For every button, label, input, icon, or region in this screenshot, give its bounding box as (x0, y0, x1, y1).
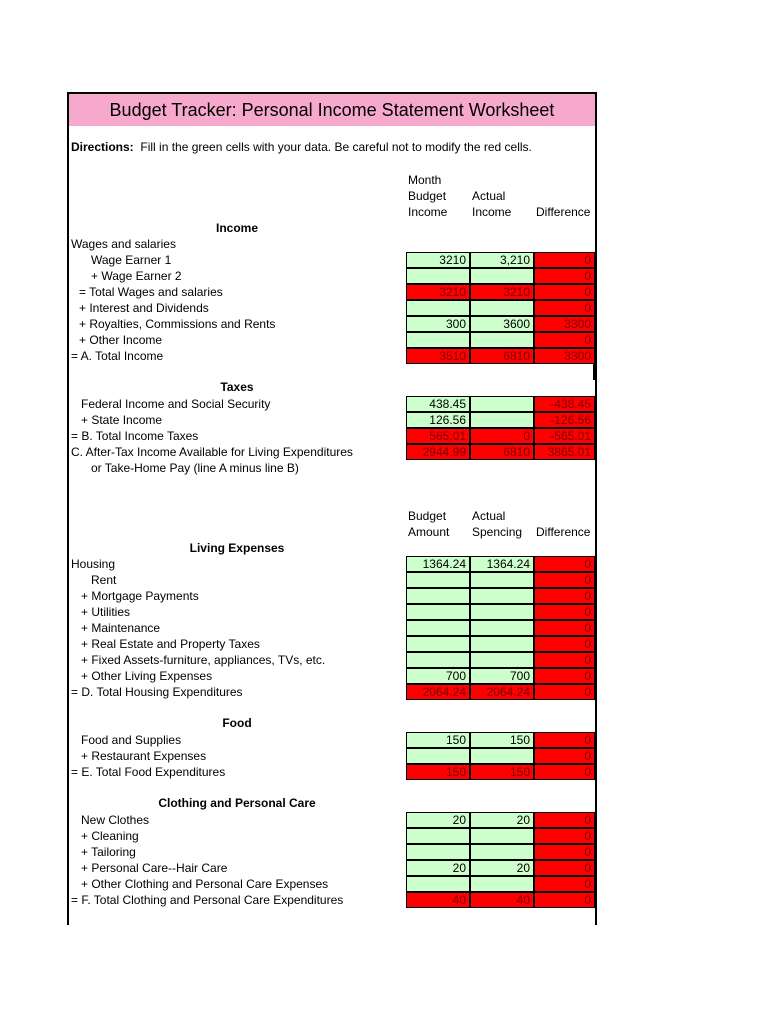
row-label: + Mortgage Payments (81, 589, 199, 603)
input-cell[interactable]: 20 (470, 860, 534, 876)
input-cell[interactable]: 150 (406, 732, 470, 748)
input-cell[interactable] (470, 828, 534, 844)
expense-header-col2 (472, 508, 522, 540)
input-cell[interactable] (470, 572, 534, 588)
locked-cell: 2064.24 (470, 684, 534, 700)
locked-cell: 0 (534, 636, 595, 652)
locked-cell: 3210 (470, 284, 534, 300)
locked-cell: 0 (534, 812, 595, 828)
row-label: = A. Total Income (71, 349, 164, 363)
locked-cell: 0 (534, 668, 595, 684)
locked-cell: 2064.24 (406, 684, 470, 700)
input-cell[interactable] (406, 604, 470, 620)
input-cell[interactable]: 1364.24 (470, 556, 534, 572)
locked-cell: 0 (534, 620, 595, 636)
section-divider (593, 364, 595, 380)
locked-cell: 0 (534, 556, 595, 572)
input-cell[interactable] (406, 332, 470, 348)
input-cell[interactable] (470, 412, 534, 428)
input-cell[interactable] (406, 636, 470, 652)
locked-cell: 3865.01 (534, 444, 595, 460)
row-label: + Tailoring (81, 845, 136, 859)
row-label: + Other Clothing and Personal Care Expenses (81, 877, 329, 891)
row-label: + Other Income (79, 333, 163, 347)
header-line: Amount (408, 525, 450, 539)
income-header-col1 (408, 172, 447, 220)
section-income-title: Income (215, 221, 258, 235)
row-label: = F. Total Clothing and Personal Care Expenditures (71, 893, 344, 907)
row-label: = E. Total Food Expenditures (71, 765, 226, 779)
locked-cell: 0 (534, 748, 595, 764)
locked-cell: 3300 (534, 348, 595, 364)
header-line: Income (472, 205, 512, 219)
locked-cell: 0 (534, 332, 595, 348)
input-cell[interactable]: 700 (470, 668, 534, 684)
input-cell[interactable] (470, 876, 534, 892)
input-cell[interactable] (470, 748, 534, 764)
expense-header-col3: Difference (536, 525, 591, 539)
input-cell[interactable] (406, 844, 470, 860)
locked-cell: 0 (534, 732, 595, 748)
input-cell[interactable]: 20 (406, 860, 470, 876)
locked-cell: 565.01 (406, 428, 470, 444)
locked-cell: 6810 (470, 348, 534, 364)
locked-cell: 0 (534, 268, 595, 284)
worksheet-title: Budget Tracker: Personal Income Statement Worksheet (69, 94, 595, 126)
input-cell[interactable] (406, 588, 470, 604)
header-line: Income (408, 205, 448, 219)
header-line: Actual (472, 189, 506, 203)
row-label: C. After-Tax Income Available for Living Expenditures (71, 445, 353, 459)
row-label: = Total Wages and salaries (79, 285, 223, 299)
row-label: + Restaurant Expenses (81, 749, 207, 763)
input-cell[interactable] (406, 572, 470, 588)
locked-cell: 0 (534, 764, 595, 780)
input-cell[interactable] (470, 844, 534, 860)
locked-cell: 0 (534, 892, 595, 908)
row-label: + Maintenance (81, 621, 161, 635)
locked-cell: 0 (534, 300, 595, 316)
input-cell[interactable]: 3210 (406, 252, 470, 268)
input-cell[interactable] (406, 876, 470, 892)
input-cell[interactable]: 20 (406, 812, 470, 828)
row-label: + Other Living Expenses (81, 669, 213, 683)
locked-cell: 3300 (534, 316, 595, 332)
row-label: + Utilities (81, 605, 131, 619)
input-cell[interactable]: 3600 (470, 316, 534, 332)
row-label: Housing (71, 557, 116, 571)
input-cell[interactable] (406, 828, 470, 844)
row-label: + Personal Care--Hair Care (81, 861, 228, 875)
row-label: New Clothes (81, 813, 150, 827)
input-cell[interactable]: 3,210 (470, 252, 534, 268)
row-label: + Cleaning (81, 829, 139, 843)
row-label: + Royalties, Commissions and Rents (79, 317, 276, 331)
locked-cell: 0 (534, 588, 595, 604)
input-cell[interactable]: 700 (406, 668, 470, 684)
header-line: Month (408, 173, 442, 187)
section-living-title: Living Expenses (189, 541, 285, 555)
header-line: Spencing (472, 525, 523, 539)
income-header-col3: Difference (536, 205, 591, 219)
locked-cell: -438.45 (534, 396, 595, 412)
section-taxes-title: Taxes (220, 380, 254, 394)
input-cell[interactable] (406, 300, 470, 316)
header-line: Budget (408, 189, 447, 203)
locked-cell: -126.56 (534, 412, 595, 428)
locked-cell: 0 (534, 284, 595, 300)
row-label: Food and Supplies (81, 733, 182, 747)
locked-cell: 0 (534, 252, 595, 268)
row-label: = D. Total Housing Expenditures (71, 685, 243, 699)
locked-cell: 40 (406, 892, 470, 908)
row-label: Rent (91, 573, 117, 587)
input-cell[interactable] (470, 636, 534, 652)
input-cell[interactable]: 1364.24 (406, 556, 470, 572)
expense-header-col1 (408, 508, 449, 540)
input-cell[interactable] (470, 332, 534, 348)
locked-cell: 0 (534, 860, 595, 876)
locked-cell: 150 (470, 764, 534, 780)
row-label: Wage Earner 1 (91, 253, 172, 267)
input-cell[interactable] (470, 652, 534, 668)
row-label: + Interest and Dividends (79, 301, 209, 315)
locked-cell: 150 (406, 764, 470, 780)
locked-cell: -565.01 (534, 428, 595, 444)
row-label: + Real Estate and Property Taxes (81, 637, 260, 651)
row-label: = B. Total Income Taxes (71, 429, 199, 443)
locked-cell: 0 (534, 684, 595, 700)
input-cell[interactable] (470, 620, 534, 636)
locked-cell: 0 (534, 572, 595, 588)
input-cell[interactable] (470, 588, 534, 604)
input-cell[interactable] (406, 268, 470, 284)
locked-cell: 3510 (406, 348, 470, 364)
locked-cell: 0 (534, 604, 595, 620)
input-cell[interactable]: 300 (406, 316, 470, 332)
directions-text (71, 140, 532, 154)
row-label: or Take-Home Pay (line A minus line B) (91, 461, 299, 475)
input-cell[interactable]: 150 (470, 732, 534, 748)
input-cell[interactable] (406, 748, 470, 764)
row-label: + State Income (81, 413, 163, 427)
input-cell[interactable] (470, 396, 534, 412)
row-label: + Fixed Assets-furniture, appliances, TVs, etc. (81, 653, 326, 667)
locked-cell: 0 (534, 844, 595, 860)
header-line: Actual (472, 509, 506, 523)
input-cell[interactable]: 438.45 (406, 396, 470, 412)
locked-cell: 0 (534, 652, 595, 668)
section-clothing-title: Clothing and Personal Care (158, 796, 316, 810)
locked-cell: 40 (470, 892, 534, 908)
row-label: Wages and salaries (71, 237, 176, 251)
input-cell[interactable] (470, 268, 534, 284)
input-cell[interactable]: 126.56 (406, 412, 470, 428)
input-cell[interactable]: 20 (470, 812, 534, 828)
input-cell[interactable] (406, 652, 470, 668)
locked-cell: 6810 (470, 444, 534, 460)
header-line: Budget (408, 509, 447, 523)
input-cell[interactable] (406, 620, 470, 636)
directions-label: Directions: (71, 140, 134, 154)
locked-cell: 3210 (406, 284, 470, 300)
input-cell[interactable] (470, 604, 534, 620)
row-label: + Wage Earner 2 (91, 269, 182, 283)
locked-cell: 0 (534, 876, 595, 892)
locked-cell: 0 (534, 828, 595, 844)
input-cell[interactable] (470, 300, 534, 316)
section-food-title: Food (222, 716, 252, 730)
locked-cell: 0 (470, 428, 534, 444)
income-header-col2 (472, 188, 511, 220)
locked-cell: 2944.99 (406, 444, 470, 460)
directions-body: Fill in the green cells with your data. Be careful not to modify the red cells. (140, 140, 532, 154)
row-label: Federal Income and Social Security (81, 397, 271, 411)
